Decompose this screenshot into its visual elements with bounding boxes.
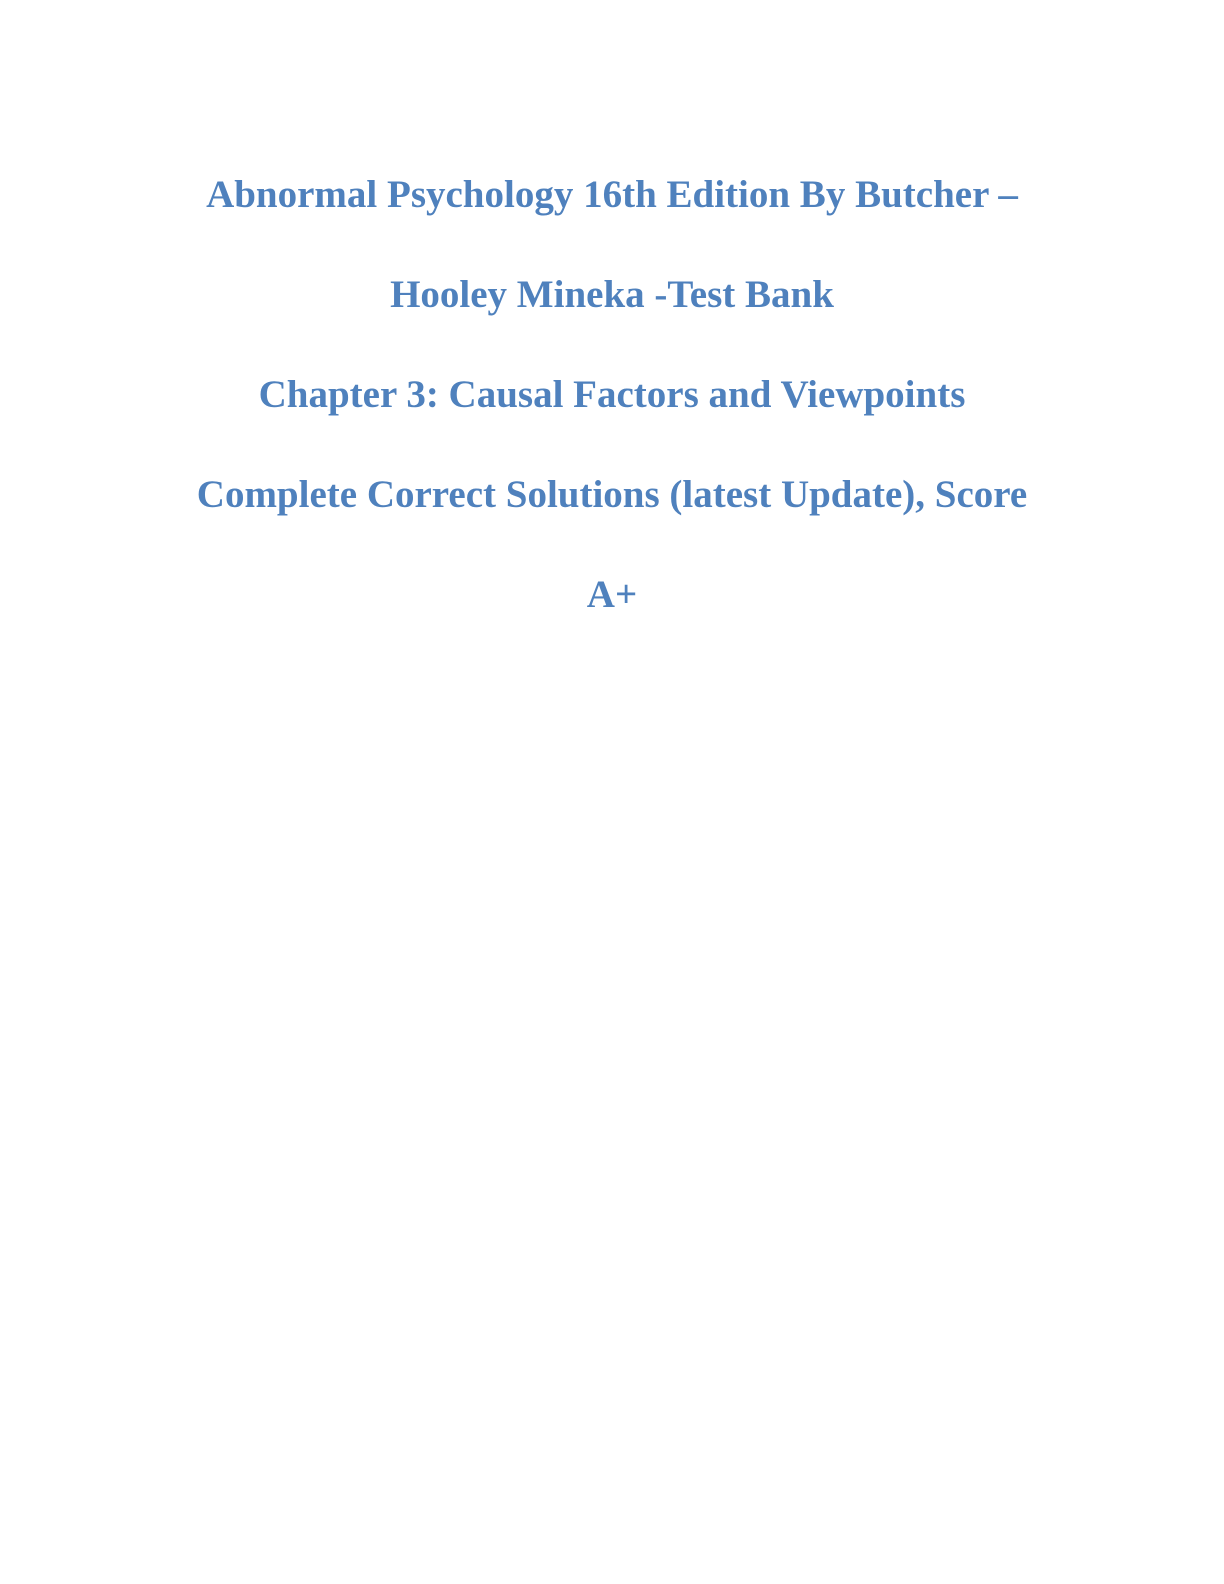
document-title (0, 145, 1224, 645)
title-line-solutions: Complete Correct Solutions (latest Update), Score (196, 473, 1028, 516)
title-line-score: A+ (586, 573, 638, 616)
title-line-chapter: Chapter 3: Causal Factors and Viewpoints (258, 373, 966, 416)
title-line-authors: Hooley Mineka -Test Bank (390, 273, 834, 316)
title-line-book: Abnormal Psychology 16th Edition By Butcher – (206, 173, 1018, 216)
